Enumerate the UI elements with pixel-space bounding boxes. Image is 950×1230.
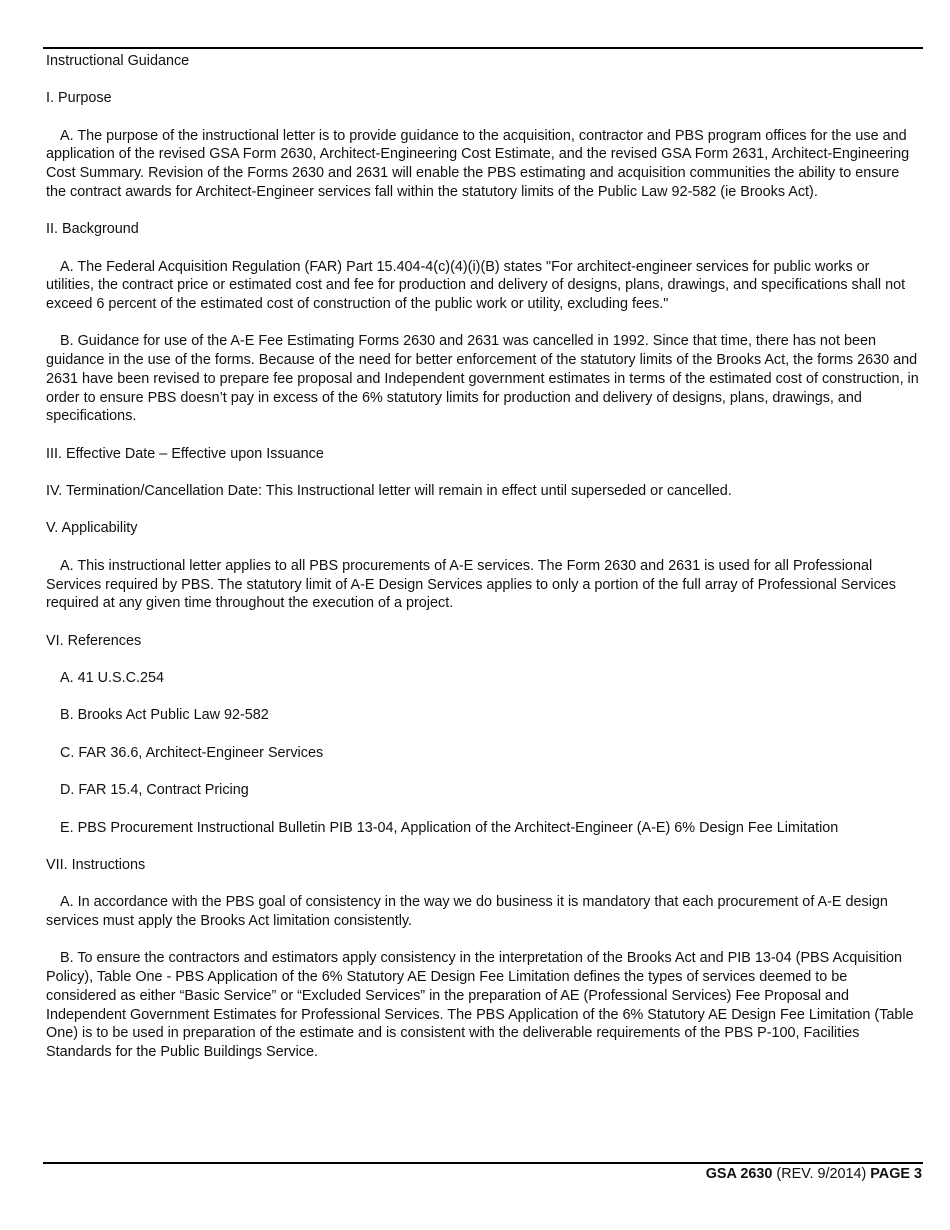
footer-form-number: GSA 2630 (705, 1166, 773, 1182)
page-footer (706, 1165, 922, 1183)
reference-item: B. Brooks Act Public Law 92-582 (60, 707, 269, 724)
top-rule (43, 47, 923, 49)
section-effective-date: III. Effective Date – Effective upon Issuance (46, 445, 324, 462)
section-background-title: II. Background (46, 221, 139, 238)
section-purpose-title: I. Purpose (46, 90, 112, 107)
instructions-paragraph-a: A. In accordance with the PBS goal of consistency in the way we do business it is mandatory that each procurement of A-E design services must apply the Brooks Act limitation consistently. (46, 894, 888, 930)
reference-item: D. FAR 15.4, Contract Pricing (60, 782, 249, 799)
reference-item: E. PBS Procurement Instructional Bulletin PIB 13-04, Application of the Architect-Engineer (A-E) 6% Design Fee Limitation (60, 819, 839, 836)
background-paragraph-a: A. The Federal Acquisition Regulation (FAR) Part 15.404-4(c)(4)(i)(B) states "For architect-engineer services for public works or utilities, the contract price or estimated cost and fee for production and delivery of designs, plans, drawings, and specifications shall not exceed 6 percent of the estimated cost of construction of the public work or utility, excluding fees." (46, 258, 906, 313)
applicability-paragraph-a: A. This instructional letter applies to all PBS procurements of A-E services. The Form 2630 and 2631 is used for all Professional Services required by PBS. The statutory limit of A-E Design Services applies to only a portion of the full array of Professional Services required at any given time throughout the execution of a project. (46, 557, 896, 612)
section-applicability-title: V. Applicability (46, 520, 138, 537)
section-references-title: VI. References (46, 632, 142, 649)
footer-page-number: PAGE 3 (870, 1166, 922, 1182)
page-heading: Instructional Guidance (46, 53, 190, 69)
document-body (46, 52, 920, 1080)
reference-item: C. FAR 36.6, Architect-Engineer Services (60, 744, 324, 761)
instructions-paragraph-b: B. To ensure the contractors and estimators apply consistency in the interpretation of the Brooks Act and PIB 13-04 (PBS Acquisition Policy), Table One - PBS Application of the 6% Statutory AE Design Fee Limitation defines the types of services deemed to be considered as either “Basic Service” or “Excluded Services” in the preparation of AE (Professional Services) Fee Proposal and Independent Government Estimates for Professional Services. The PBS Application of the 6% Statutory AE Design Fee Limitation (Table One) is to be used in preparation of the estimate and is consistent with the deliverable requirements of the PBS P-100, Facilities Standards for the Public Buildings Service. (46, 950, 914, 1060)
purpose-paragraph-a: A. The purpose of the instructional letter is to provide guidance to the acquisition, contractor and PBS program offices for the use and application of the revised GSA Form 2630, Architect-Engineering Cost Estimate, and the revised GSA Form 2631, Architect-Engineering Cost Summary. Revision of the Forms 2630 and 2631 will enable the PBS estimating and acquisition communities the ability to ensure the contract awards for Architect-Engineer services fall within the statutory limits of the Public Law 92-582 (ie Brooks Act). (46, 127, 910, 200)
reference-item: A. 41 U.S.C.254 (60, 670, 164, 687)
footer-revision: (REV. 9/2014) (772, 1166, 871, 1182)
background-paragraph-b: B. Guidance for use of the A-E Fee Estimating Forms 2630 and 2631 was cancelled in 1992. Since that time, there has not been guidance in the use of the forms. Because of the need for better enforcement of the statutory limits of the Brooks Act, the forms 2630 and 2631 have been revised to prepare fee proposal and Independent government estimates in terms of the estimated cost of construction, in order to ensure PBS doesn’t pay in excess of the 6% statutory limits for production and delivery of designs, plans, drawings, and specifications. (46, 333, 919, 425)
bottom-rule (43, 1162, 923, 1164)
section-termination: IV. Termination/Cancellation Date: This Instructional letter will remain in effect until superseded or cancelled. (46, 483, 732, 500)
section-instructions-title: VII. Instructions (46, 856, 146, 873)
